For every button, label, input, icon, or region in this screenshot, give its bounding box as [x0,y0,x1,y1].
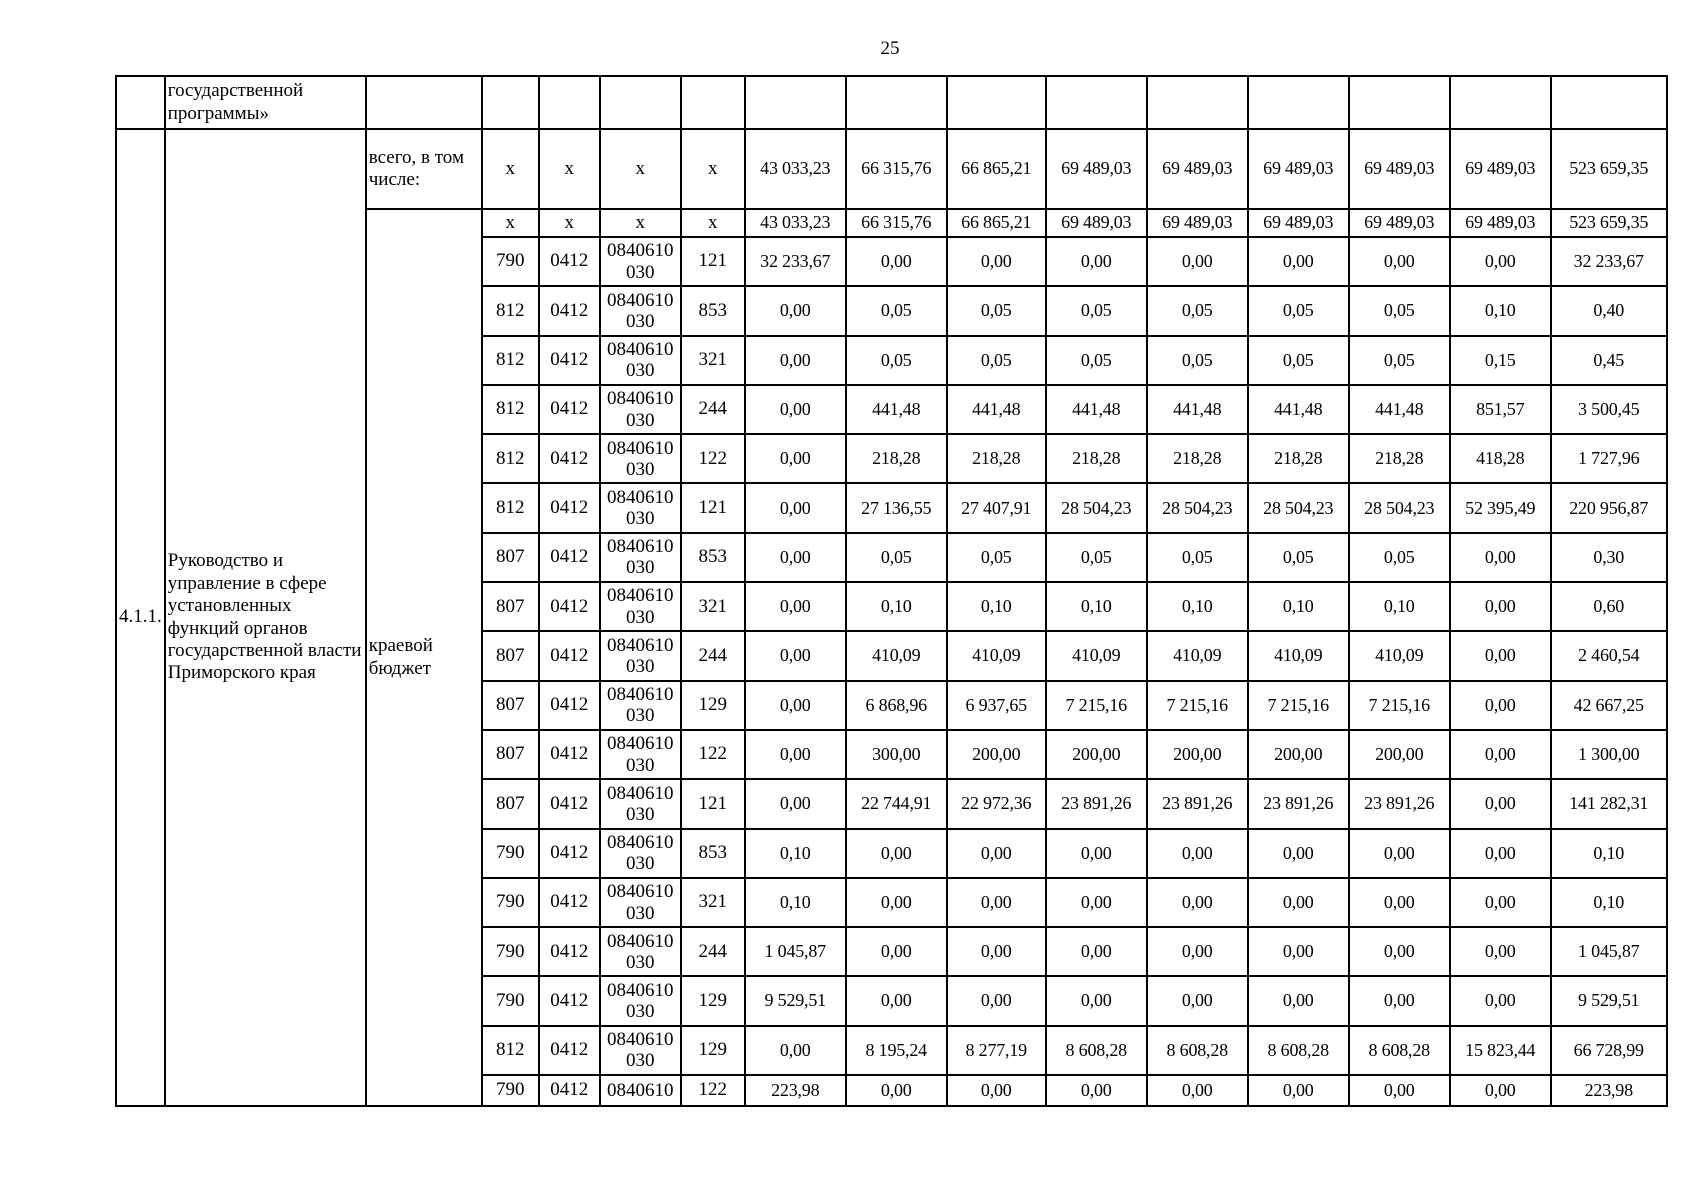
grbs-cell: 790 [482,829,539,878]
value-cell: 0,00 [1248,878,1349,927]
target-article-cell: 0840610 030 [600,927,681,976]
value-cell: 0,05 [1046,533,1147,582]
value-cell: 69 489,03 [1248,209,1349,237]
empty-cell [600,76,681,129]
expense-type-cell: 121 [681,483,745,532]
rzpr-cell: 0412 [539,286,600,335]
empty-cell [846,76,947,129]
value-cell: 28 504,23 [1248,483,1349,532]
value-cell: 200,00 [1248,730,1349,779]
value-cell: 0,00 [947,976,1046,1025]
item-code-cell: 4.1.1. [116,129,165,1106]
value-cell: 0,00 [1046,237,1147,286]
rzpr-cell: 0412 [539,483,600,532]
value-cell: 52 395,49 [1450,483,1551,532]
value-cell: 0,05 [846,533,947,582]
expense-type-cell: 244 [681,631,745,680]
value-cell: 0,00 [1349,237,1450,286]
grbs-cell: 807 [482,582,539,631]
value-cell: 0,10 [1349,582,1450,631]
rzpr-cell: 0412 [539,779,600,828]
value-cell: 410,09 [1349,631,1450,680]
rzpr-cell: 0412 [539,829,600,878]
value-cell: 1 300,00 [1551,730,1667,779]
value-cell: 410,09 [846,631,947,680]
value-cell: 0,00 [745,582,846,631]
value-cell: 0,00 [1147,829,1248,878]
grbs-cell: 807 [482,631,539,680]
value-cell: 0,00 [1450,582,1551,631]
code-cell-grbs: x [482,209,539,237]
value-cell: 0,05 [1147,286,1248,335]
expense-type-cell: 129 [681,681,745,730]
grbs-cell: 812 [482,336,539,385]
value-cell: 0,60 [1551,582,1667,631]
value-cell: 223,98 [1551,1075,1667,1106]
code-cell-csr: x [600,209,681,237]
value-cell: 28 504,23 [1349,483,1450,532]
value-cell: 69 489,03 [1046,209,1147,237]
value-cell: 0,00 [947,878,1046,927]
rzpr-cell: 0412 [539,582,600,631]
target-article-cell: 0840610 030 [600,730,681,779]
value-cell: 200,00 [1046,730,1147,779]
expense-type-cell: 321 [681,878,745,927]
value-cell: 28 504,23 [1147,483,1248,532]
value-cell: 22 972,36 [947,779,1046,828]
value-cell: 0,30 [1551,533,1667,582]
value-cell: 0,00 [1349,829,1450,878]
value-cell: 23 891,26 [1147,779,1248,828]
value-cell: 0,05 [1349,533,1450,582]
value-cell: 0,00 [846,878,947,927]
value-cell: 0,00 [1248,237,1349,286]
rzpr-cell: 0412 [539,1075,600,1106]
target-article-cell: 0840610 [600,1075,681,1106]
value-cell: 220 956,87 [1551,483,1667,532]
code-cell-grbs: x [482,129,539,209]
value-cell: 0,00 [1147,878,1248,927]
target-article-cell: 0840610 030 [600,385,681,434]
value-cell: 0,10 [1450,286,1551,335]
value-cell: 410,09 [947,631,1046,680]
value-cell: 0,10 [745,878,846,927]
grbs-cell: 807 [482,681,539,730]
value-cell: 2 460,54 [1551,631,1667,680]
value-cell: 0,00 [1450,976,1551,1025]
total-row [116,129,1667,209]
value-cell: 200,00 [1147,730,1248,779]
value-cell: 0,05 [947,336,1046,385]
value-cell: 0,00 [1450,779,1551,828]
value-cell: 0,10 [1046,582,1147,631]
expense-type-cell: 122 [681,1075,745,1106]
header-continuation-row [116,76,1667,129]
grbs-cell: 807 [482,533,539,582]
grbs-cell: 812 [482,483,539,532]
value-cell: 0,00 [745,385,846,434]
code-cell-vr: x [681,209,745,237]
value-cell: 218,28 [1349,434,1450,483]
target-article-cell: 0840610 030 [600,336,681,385]
value-cell: 1 045,87 [745,927,846,976]
value-cell: 0,05 [947,286,1046,335]
expense-type-cell: 122 [681,730,745,779]
rzpr-cell: 0412 [539,927,600,976]
value-cell: 0,05 [846,286,947,335]
value-cell: 0,05 [947,533,1046,582]
value-cell: 69 489,03 [1450,129,1551,209]
value-cell: 8 608,28 [1349,1026,1450,1075]
value-cell: 200,00 [947,730,1046,779]
grbs-cell: 812 [482,434,539,483]
target-article-cell: 0840610 030 [600,286,681,335]
item-name-cell: Руководство и управление в сфере установленных функций органов государственной власти Приморского края [165,129,366,1106]
value-cell: 0,00 [947,237,1046,286]
value-cell: 0,00 [1248,829,1349,878]
value-cell: 6 868,96 [846,681,947,730]
expense-type-cell: 853 [681,286,745,335]
value-cell: 66 315,76 [846,209,947,237]
value-cell: 0,05 [1349,286,1450,335]
value-cell: 69 489,03 [1147,129,1248,209]
grbs-cell: 807 [482,779,539,828]
value-cell: 0,00 [1450,237,1551,286]
value-cell: 300,00 [846,730,947,779]
value-cell: 0,00 [745,434,846,483]
value-cell: 0,00 [1046,878,1147,927]
value-cell: 66 865,21 [947,129,1046,209]
value-cell: 0,00 [1450,681,1551,730]
expense-type-cell: 244 [681,927,745,976]
target-article-cell: 0840610 030 [600,878,681,927]
value-cell: 0,05 [1046,336,1147,385]
value-cell: 0,00 [947,1075,1046,1106]
empty-cell [1450,76,1551,129]
target-article-cell: 0840610 030 [600,582,681,631]
value-cell: 9 529,51 [745,976,846,1025]
expense-type-cell: 129 [681,1026,745,1075]
value-cell: 6 937,65 [947,681,1046,730]
value-cell: 410,09 [1046,631,1147,680]
code-cell-csr: x [600,129,681,209]
code-cell-vr: x [681,129,745,209]
value-cell: 0,05 [1046,286,1147,335]
value-cell: 0,00 [846,1075,947,1106]
rzpr-cell: 0412 [539,434,600,483]
budget-table [115,75,1668,1107]
empty-cell [1046,76,1147,129]
value-cell: 0,00 [1450,927,1551,976]
value-cell: 32 233,67 [1551,237,1667,286]
value-cell: 0,00 [1450,730,1551,779]
value-cell: 0,10 [1248,582,1349,631]
value-cell: 0,40 [1551,286,1667,335]
grbs-cell: 812 [482,1026,539,1075]
value-cell: 0,00 [1046,976,1147,1025]
grbs-cell: 807 [482,730,539,779]
value-cell: 218,28 [947,434,1046,483]
value-cell: 42 667,25 [1551,681,1667,730]
value-cell: 441,48 [1046,385,1147,434]
value-cell: 441,48 [947,385,1046,434]
target-article-cell: 0840610 030 [600,237,681,286]
value-cell: 0,00 [1450,631,1551,680]
value-cell: 69 489,03 [1349,129,1450,209]
value-cell: 0,10 [1551,878,1667,927]
expense-type-cell: 244 [681,385,745,434]
value-cell: 0,00 [846,237,947,286]
value-cell: 15 823,44 [1450,1026,1551,1075]
empty-cell [745,76,846,129]
value-cell: 66 728,99 [1551,1026,1667,1075]
value-cell: 0,00 [846,829,947,878]
value-cell: 410,09 [1147,631,1248,680]
empty-cell [1551,76,1667,129]
rzpr-cell: 0412 [539,237,600,286]
code-cell-rzpr: x [539,209,600,237]
value-cell: 0,00 [1450,829,1551,878]
value-cell: 69 489,03 [1248,129,1349,209]
value-cell: 0,05 [846,336,947,385]
value-cell: 0,10 [1551,829,1667,878]
value-cell: 410,09 [1248,631,1349,680]
value-cell: 23 891,26 [1046,779,1147,828]
value-cell: 0,00 [1046,1075,1147,1106]
value-cell: 0,00 [1147,976,1248,1025]
empty-cell [482,76,539,129]
value-cell: 66 865,21 [947,209,1046,237]
value-cell: 218,28 [846,434,947,483]
value-cell: 0,00 [1349,1075,1450,1106]
empty-cell [1147,76,1248,129]
rzpr-cell: 0412 [539,631,600,680]
value-cell: 851,57 [1450,385,1551,434]
target-article-cell: 0840610 030 [600,483,681,532]
value-cell: 0,05 [1248,533,1349,582]
expense-type-cell: 121 [681,779,745,828]
value-cell: 69 489,03 [1046,129,1147,209]
value-cell: 141 282,31 [1551,779,1667,828]
rzpr-cell: 0412 [539,385,600,434]
rzpr-cell: 0412 [539,976,600,1025]
empty-cell [947,76,1046,129]
value-cell: 0,00 [1046,829,1147,878]
value-cell: 0,45 [1551,336,1667,385]
value-cell: 27 136,55 [846,483,947,532]
grbs-cell: 790 [482,878,539,927]
value-cell: 9 529,51 [1551,976,1667,1025]
source-label-cell: краевой бюджет [366,209,482,1106]
value-cell: 0,00 [1147,237,1248,286]
value-cell: 3 500,45 [1551,385,1667,434]
empty-cell [681,76,745,129]
value-cell: 7 215,16 [1349,681,1450,730]
value-cell: 0,05 [1349,336,1450,385]
grbs-cell: 790 [482,237,539,286]
value-cell: 0,15 [1450,336,1551,385]
total-label-cell: всего, в том числе: [366,129,482,209]
value-cell: 8 608,28 [1248,1026,1349,1075]
value-cell: 0,00 [745,533,846,582]
value-cell: 441,48 [1147,385,1248,434]
value-cell: 0,00 [947,927,1046,976]
rzpr-cell: 0412 [539,681,600,730]
rzpr-cell: 0412 [539,878,600,927]
value-cell: 7 215,16 [1046,681,1147,730]
value-cell: 0,00 [1147,927,1248,976]
value-cell: 27 407,91 [947,483,1046,532]
value-cell: 32 233,67 [745,237,846,286]
value-cell: 8 608,28 [1147,1026,1248,1075]
value-cell: 8 277,19 [947,1026,1046,1075]
value-cell: 0,00 [1248,1075,1349,1106]
expense-type-cell: 853 [681,533,745,582]
value-cell: 218,28 [1248,434,1349,483]
value-cell: 1 045,87 [1551,927,1667,976]
value-cell: 0,00 [745,631,846,680]
value-cell: 0,00 [1248,976,1349,1025]
value-cell: 523 659,35 [1551,209,1667,237]
value-cell: 0,00 [745,1026,846,1075]
value-cell: 0,00 [745,336,846,385]
target-article-cell: 0840610 030 [600,631,681,680]
empty-cell [1248,76,1349,129]
item-code-cell-empty [116,76,165,129]
value-cell: 0,05 [1248,286,1349,335]
value-cell: 23 891,26 [1248,779,1349,828]
target-article-cell: 0840610 030 [600,434,681,483]
value-cell: 0,05 [1147,533,1248,582]
value-cell: 0,10 [947,582,1046,631]
value-cell: 441,48 [846,385,947,434]
value-cell: 0,00 [745,779,846,828]
value-cell: 200,00 [1349,730,1450,779]
value-cell: 0,05 [1147,336,1248,385]
expense-type-cell: 122 [681,434,745,483]
rzpr-cell: 0412 [539,1026,600,1075]
target-article-cell: 0840610 030 [600,779,681,828]
expense-type-cell: 853 [681,829,745,878]
value-cell: 0,00 [846,976,947,1025]
value-cell: 418,28 [1450,434,1551,483]
value-cell: 0,00 [1450,1075,1551,1106]
value-cell: 0,00 [1147,1075,1248,1106]
value-cell: 0,00 [1349,927,1450,976]
target-article-cell: 0840610 030 [600,976,681,1025]
value-cell: 0,00 [1248,927,1349,976]
target-article-cell: 0840610 030 [600,1026,681,1075]
target-article-cell: 0840610 030 [600,829,681,878]
value-cell: 0,00 [1349,976,1450,1025]
name-continuation-cell: государственной программы» [165,76,366,129]
value-cell: 0,00 [947,829,1046,878]
value-cell: 0,10 [1147,582,1248,631]
value-cell: 218,28 [1147,434,1248,483]
target-article-cell: 0840610 030 [600,533,681,582]
empty-cell [1349,76,1450,129]
value-cell: 0,00 [745,286,846,335]
value-cell: 69 489,03 [1147,209,1248,237]
value-cell: 0,00 [846,927,947,976]
rzpr-cell: 0412 [539,730,600,779]
value-cell: 0,00 [745,483,846,532]
value-cell: 7 215,16 [1147,681,1248,730]
value-cell: 0,00 [1349,878,1450,927]
value-cell: 0,00 [1450,533,1551,582]
value-cell: 28 504,23 [1046,483,1147,532]
expense-type-cell: 321 [681,336,745,385]
grbs-cell: 790 [482,1075,539,1106]
value-cell: 523 659,35 [1551,129,1667,209]
value-cell: 0,10 [846,582,947,631]
value-cell: 223,98 [745,1075,846,1106]
value-cell: 8 608,28 [1046,1026,1147,1075]
page-number: 25 [880,38,900,59]
value-cell: 0,00 [1450,878,1551,927]
value-cell: 0,05 [1248,336,1349,385]
grbs-cell: 790 [482,976,539,1025]
code-cell-rzpr: x [539,129,600,209]
expense-type-cell: 321 [681,582,745,631]
grbs-cell: 790 [482,927,539,976]
value-cell: 7 215,16 [1248,681,1349,730]
empty-cell [366,76,482,129]
empty-cell [539,76,600,129]
value-cell: 22 744,91 [846,779,947,828]
value-cell: 0,00 [1046,927,1147,976]
expense-type-cell: 129 [681,976,745,1025]
value-cell: 43 033,23 [745,209,846,237]
value-cell: 1 727,96 [1551,434,1667,483]
value-cell: 8 195,24 [846,1026,947,1075]
rzpr-cell: 0412 [539,533,600,582]
value-cell: 441,48 [1349,385,1450,434]
value-cell: 43 033,23 [745,129,846,209]
grbs-cell: 812 [482,286,539,335]
value-cell: 0,00 [745,681,846,730]
target-article-cell: 0840610 030 [600,681,681,730]
value-cell: 0,10 [745,829,846,878]
value-cell: 441,48 [1248,385,1349,434]
expense-type-cell: 121 [681,237,745,286]
value-cell: 66 315,76 [846,129,947,209]
value-cell: 218,28 [1046,434,1147,483]
rzpr-cell: 0412 [539,336,600,385]
value-cell: 69 489,03 [1450,209,1551,237]
value-cell: 23 891,26 [1349,779,1450,828]
value-cell: 0,00 [745,730,846,779]
grbs-cell: 812 [482,385,539,434]
value-cell: 69 489,03 [1349,209,1450,237]
